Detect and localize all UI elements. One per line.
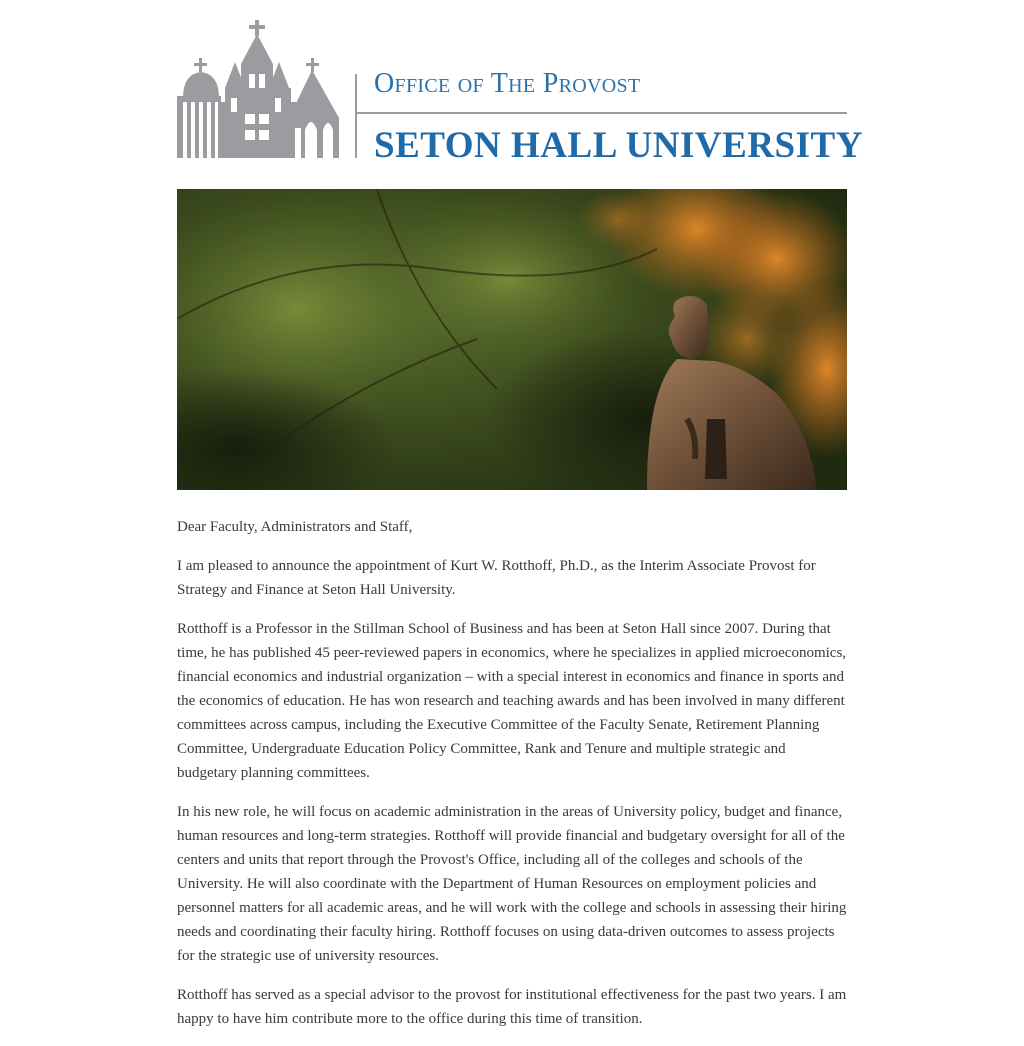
university-name: SETON HALL UNIVERSITY [374, 125, 863, 166]
letter-paragraph: Rotthoff is a Professor in the Stillman School of Business and has been at Seton Hall since 2007. During that time, he has published 45 peer-reviewed papers in economics, where he specializes in applied microeconomics, financial economics and industrial organization – with a special interest in economics and finance in sports and the economics of education. He has won research and teaching awards and has been involved in many different committees across campus, including the Executive Committee of the Faculty Senate, Retirement Planning Committee, Undergraduate Education Policy Committee, Rank and Tenure and multiple strategic and budgetary planning committees. [177, 621, 847, 781]
letter-paragraph: In his new role, he will focus on academic administration in the areas of University policy, budget and finance, human resources and long-term strategies. Rotthoff will provide financial and budgetary oversight for all of the centers and units that report through the Provost's Office, including all of the colleges and schools of the University. He will also coordinate with the Department of Human Resources on employment policies and personnel matters for all academic areas, and he will work with the college and schools in assessing their hiring needs and coordinating their faculty hiring. Rotthoff focuses on using data-driven outcomes to assess projects for the strategic use of university resources. [177, 804, 847, 964]
hero-photo [177, 189, 847, 490]
header-vertical-divider [355, 74, 357, 158]
letter-paragraph: Rotthoff has served as a special advisor to the provost for institutional effectiveness for the past two years. I am happy to have him contribute more to the office during this time of transition. [177, 987, 847, 1027]
statue-photo-illustration [177, 189, 847, 490]
header-horizontal-divider [357, 112, 847, 114]
letter-body [177, 515, 849, 1046]
letter-paragraph: I am pleased to announce the appointment of Kurt W. Rotthoff, Ph.D., as the Interim Associate Provost for Strategy and Finance at Seton Hall University. [177, 558, 816, 598]
letter-greeting: Dear Faculty, Administrators and Staff, [177, 519, 413, 535]
office-title: Office of The Provost [374, 68, 641, 99]
church-towers-logo-icon [177, 18, 339, 160]
office-header [177, 18, 863, 166]
